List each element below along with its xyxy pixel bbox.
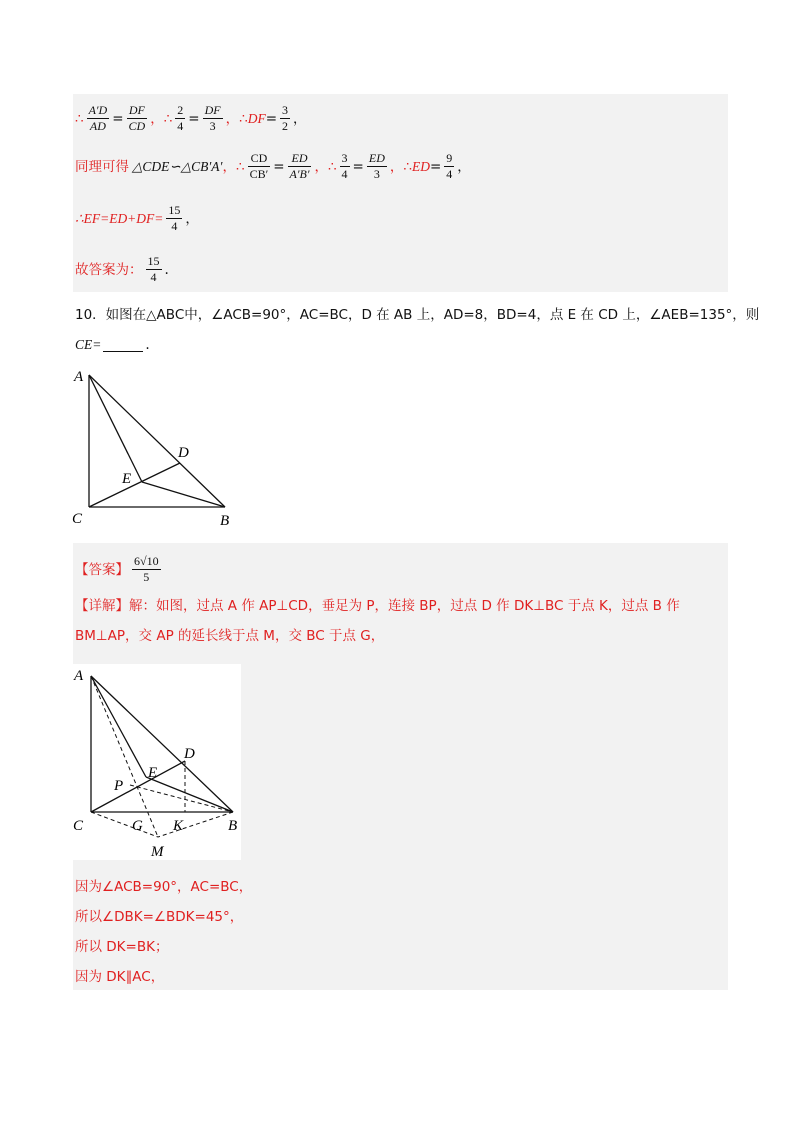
fraction: $\frac{DF}{3}$	[204, 103, 221, 133]
label-G: G	[132, 818, 143, 834]
question-line-2: CE= .	[75, 337, 150, 353]
therefore-symbol: ∴	[239, 110, 248, 127]
label-B: B	[220, 513, 230, 529]
fraction: $\frac{3}{2}$	[282, 103, 289, 133]
fraction: $\frac{2}{4}$	[177, 103, 184, 133]
label-B: B	[228, 818, 238, 834]
therefore-symbol: ∴	[327, 158, 337, 175]
therefore-symbol: ∴	[403, 158, 412, 175]
label-A: A	[74, 369, 84, 385]
answer-blank	[103, 339, 143, 352]
label-P: P	[114, 778, 124, 794]
fraction: $\frac{A'D}{AD}$	[88, 103, 108, 133]
label-K: K	[173, 818, 184, 834]
prev-line-4: 故答案为： $\frac{15}{4}$ .	[75, 254, 169, 284]
step-line: 所以 DK=BK；	[75, 939, 169, 955]
triangle-figure-2	[73, 664, 241, 860]
label-M: M	[151, 844, 164, 860]
prev-line-2: 同理可得 △CDE∽△CB′A′ ， ∴ $\frac{CD}{CB'}$ = $\frac{ED}{A'B'}$ ， ∴ $\frac{3}{4}$ = $\frac{ED}{3}$ ， ∴ ED = $\frac{9}{4}$ ，	[75, 151, 471, 181]
label-E: E	[148, 765, 158, 781]
fraction: $\frac{ED}{3}$	[368, 151, 385, 181]
therefore-symbol: ∴	[235, 158, 245, 175]
fraction: $\frac{3}{4}$	[341, 151, 348, 181]
fraction: $\frac{15}{4}$	[147, 254, 160, 284]
prev-line-1: ∴ $\frac{A'D}{AD}$ = $\frac{DF}{CD}$ ， ∴ $\frac{2}{4}$ = $\frac{DF}{3}$ ， ∴ DF = $\frac{3}{2}$ ，	[75, 103, 307, 133]
step-line: 所以∠DBK=∠BDK=45°，	[75, 909, 244, 925]
label-D: D	[184, 746, 195, 762]
fraction: $\frac{DF}{CD}$	[128, 103, 146, 133]
fraction: $\frac{15}{4}$	[168, 203, 181, 233]
label-C: C	[73, 818, 84, 834]
label-A: A	[74, 668, 84, 684]
label-D: D	[178, 445, 189, 461]
step-line: 因为 DK∥AC，	[75, 969, 165, 985]
triangle-figure-1	[70, 365, 250, 535]
detail-line-2: BM⊥AP，交 AP 的延长线于点 M，交 BC 于点 G，	[75, 628, 385, 644]
step-line: 因为∠ACB=90°，AC=BC，	[75, 879, 253, 895]
fraction: $\frac{CD}{CB'}$	[249, 151, 269, 181]
label-E: E	[122, 471, 132, 487]
label-C: C	[72, 511, 83, 527]
therefore-symbol: ∴	[163, 110, 173, 127]
prev-line-3: ∴EF=ED+DF= $\frac{15}{4}$ ，	[75, 203, 199, 233]
fraction: $\frac{ED}{A'B'}$	[289, 151, 310, 181]
fraction: $\frac{6√10}{5}$	[134, 554, 159, 584]
fraction: $\frac{9}{4}$	[446, 151, 453, 181]
question-line-1: 10．如图在△ABC中，∠ACB=90°，AC=BC，D 在 AB 上，AD=8，BD=4，点 E 在 CD 上，∠AEB=135°，则	[75, 307, 760, 323]
answer-line: 【答案】 $\frac{6√10}{5}$	[75, 554, 159, 584]
detail-line-1: 【详解】解：如图，过点 A 作 AP⊥CD，垂足为 P，连接 BP，过点 D 作 DK⊥BC 于点 K，过点 B 作	[75, 598, 680, 614]
therefore-symbol: ∴	[75, 110, 84, 127]
